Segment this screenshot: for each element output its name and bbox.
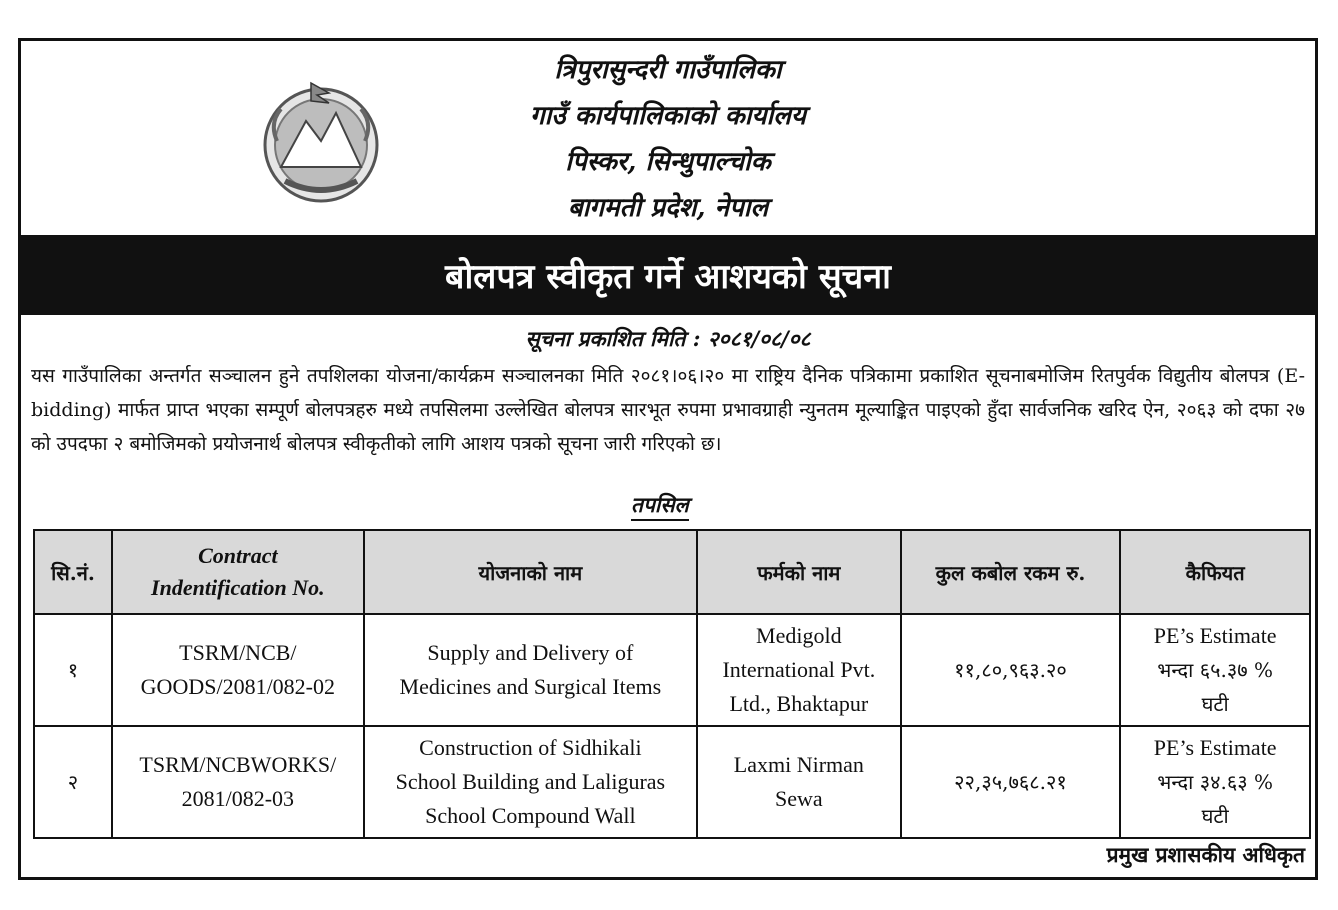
header-bid-amount: कुल कबोल रकम रु.: [901, 530, 1121, 614]
header-project-name: योजनाको नाम: [364, 530, 697, 614]
cell-line: भन्दा ३४.६३ %: [1157, 770, 1274, 794]
cell-line: Supply and Delivery of: [427, 640, 634, 665]
cell-sn: १: [34, 614, 112, 726]
notice-frame: [18, 38, 1318, 880]
province-country: बागमती प्रदेश, नेपाल: [567, 193, 769, 223]
cell-line: भन्दा ६५.३७ %: [1157, 658, 1274, 682]
cell-remarks: [1120, 726, 1310, 838]
bid-table: [33, 529, 1311, 839]
cell-line: Laxmi Nirman: [733, 752, 864, 777]
cell-line: PE’s Estimate: [1153, 623, 1277, 648]
cell-line: TSRM/NCB/: [179, 640, 297, 665]
table-header-row: [34, 530, 1310, 614]
cell-project-name: [364, 726, 697, 838]
cell-line: घटी: [1201, 692, 1229, 716]
cell-line: International Pvt.: [722, 657, 876, 682]
cell-line: School Compound Wall: [425, 803, 636, 828]
cell-sn: २: [34, 726, 112, 838]
municipality-name: त्रिपुरासुन्दरी गाउँपालिका: [554, 55, 782, 85]
cell-line: Medicines and Surgical Items: [399, 674, 662, 699]
cell-line: Construction of Sidhikali: [419, 735, 642, 760]
cell-firm-name: [697, 726, 901, 838]
cell-firm-name: [697, 614, 901, 726]
cell-bid-amount: २२,३५,७६८.२१: [901, 726, 1121, 838]
header-remarks: कैफियत: [1120, 530, 1310, 614]
office-header: [21, 47, 1315, 231]
cell-contract-id: [112, 614, 364, 726]
office-name: गाउँ कार्यपालिकाको कार्यालय: [530, 101, 806, 131]
notice-title: बोलपत्र स्वीकृत गर्ने आशयको सूचना: [445, 257, 891, 297]
publish-date: सूचना प्रकाशित मिति : २०८१/०८/०८: [525, 326, 811, 351]
header-sn: सि.नं.: [34, 530, 112, 614]
cell-line: School Building and Laliguras: [395, 769, 666, 794]
cell-remarks: [1120, 614, 1310, 726]
signatory-title: प्रमुख प्रशासकीय अधिकृत: [1106, 842, 1305, 867]
cell-line: TSRM/NCBWORKS/: [139, 752, 337, 777]
cell-line: Medigold: [756, 623, 842, 648]
notice-title-banner: [21, 235, 1315, 315]
header-contract-line1: Contract: [198, 543, 278, 568]
cell-project-name: [364, 614, 697, 726]
cell-line: घटी: [1201, 804, 1229, 828]
cell-line: Ltd., Bhaktapur: [729, 691, 869, 716]
cell-bid-amount: ११,८०,९६३.२०: [901, 614, 1121, 726]
notice-body: यस गाउँपालिका अन्तर्गत सञ्चालन हुने तपशिलका योजना/कार्यक्रम सञ्चालनका मिति २०८१।०६।२० मा राष्ट्रिय दैनिक पत्रिकामा प्रकाशित सूचनाबमोजिम रितपुर्वक विद्युतीय बोलपत्र (E-bidding) मार्फत प्राप्त भएका सम्पूर्ण बोलपत्रहरु मध्ये तपसिलमा उल्लेखित बोलपत्र सारभूत रुपमा प्रभावग्राही न्युनतम मूल्याङ्कित पाइएको हुँदा सार्वजनिक खरिद ऐन, २०६३ को दफा २७ को उपदफा २ बमोजिमको प्रयोजनार्थ बोलपत्र स्वीकृतीको लागि आशय पत्रको सूचना जारी गरिएको छ।: [31, 365, 1305, 455]
table-row: [34, 726, 1310, 838]
cell-line: Sewa: [775, 786, 823, 811]
table-heading: तपसिल: [631, 491, 689, 521]
cell-line: 2081/082-03: [181, 786, 295, 811]
table-row: [34, 614, 1310, 726]
cell-line: GOODS/2081/082-02: [140, 674, 336, 699]
header-contract-line2: Indentification No.: [151, 575, 325, 600]
cell-contract-id: [112, 726, 364, 838]
cell-line: PE’s Estimate: [1153, 735, 1277, 760]
header-firm-name: फर्मको नाम: [697, 530, 901, 614]
header-contract-id: [112, 530, 364, 614]
office-address: पिस्कर, सिन्धुपाल्चोक: [565, 147, 771, 177]
